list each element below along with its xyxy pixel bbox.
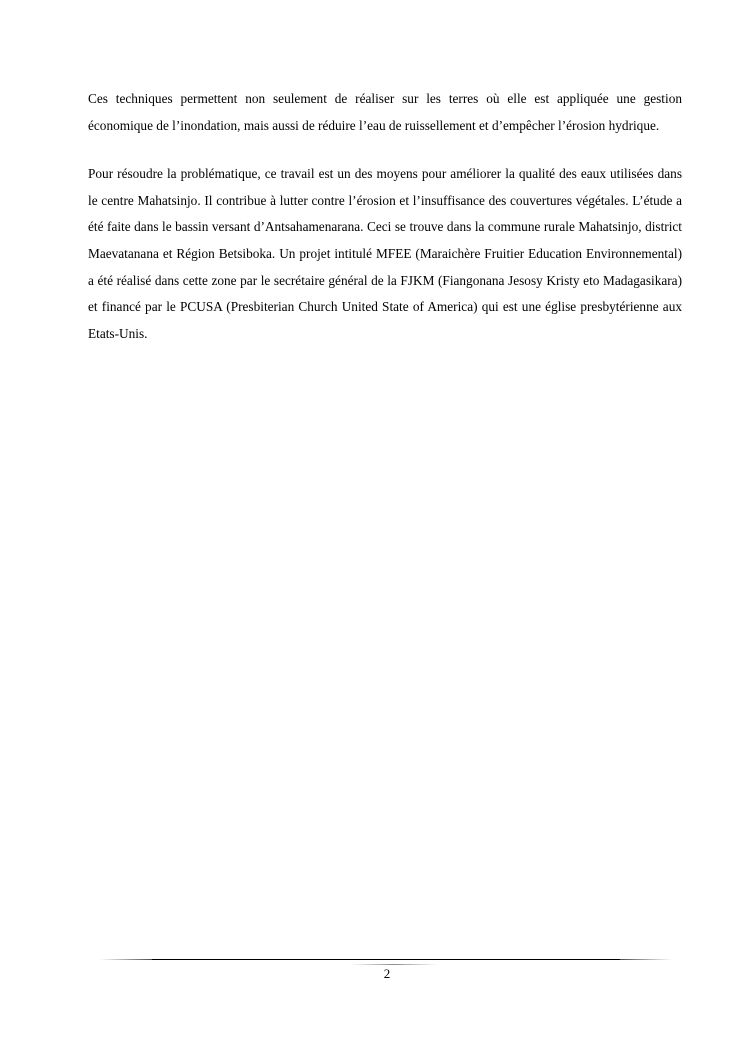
paragraph-techniques: Ces techniques permettent non seulement de réaliser sur les terres où elle est appliquée une gestion économique de l’inondation, mais aussi de réduire l’eau de ruissellement et d’empêcher l’érosion hydrique. (88, 91, 682, 133)
footer-rule-line (152, 959, 620, 960)
body-text (88, 86, 682, 369)
footer-rule (100, 959, 672, 960)
footer-rule-fade-right (620, 959, 672, 960)
footer-subrule (350, 964, 438, 965)
footer-rule-fade-left (100, 959, 152, 960)
page-number: 2 (383, 966, 391, 981)
paragraph-problematique: Pour résoudre la problématique, ce travail est un des moyens pour améliorer la qualité des eaux utilisées dans le centre Mahatsinjo. Il contribue à lutter contre l’érosion et l’insuffisance des couvertures végétales. L’étude a été faite dans le bassin versant d’Antsahamenarana. Ceci se trouve dans la commune rurale Mahatsinjo, district Maevatanana et Région Betsiboka. Un projet intitulé MFEE (Maraichère Fruitier Education Environnemental) a été réalisé dans cette zone par le secrétaire général de la FJKM (Fiangonana Jesosy Kristy eto Madagasikara) et financé par le PCUSA (Presbiterian Church United State of America) qui est une église presbytérienne aux Etats-Unis. (88, 166, 682, 341)
